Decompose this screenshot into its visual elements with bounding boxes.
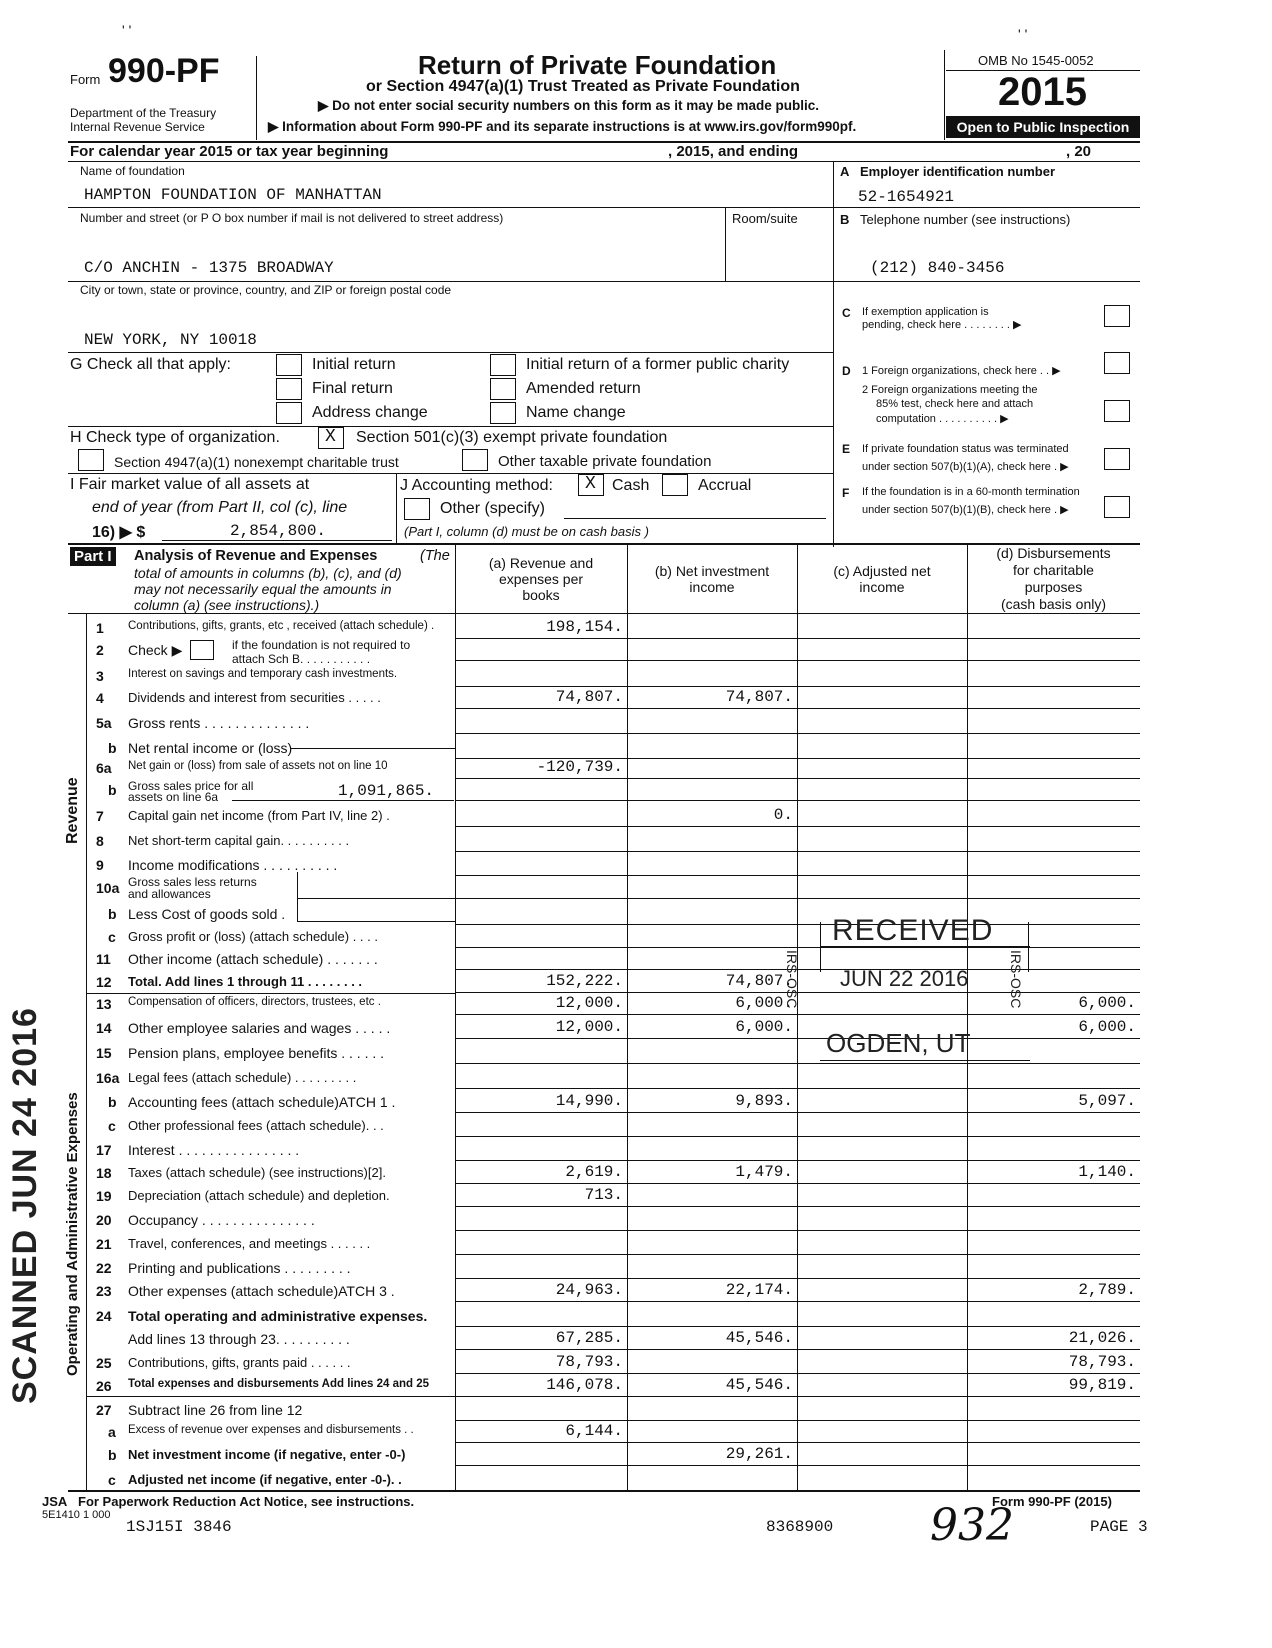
cash-basis-note: (Part I, column (d) must be on cash basis ) xyxy=(404,524,649,539)
name-change-label: Name change xyxy=(526,404,626,421)
part1-sub2: may not necessarily equal the amounts in xyxy=(134,581,392,597)
line2-text1: if the foundation is not required to xyxy=(232,638,411,652)
line-number: 4 xyxy=(96,690,104,706)
line-description: Contributions, gifts, grants paid . . . . . . xyxy=(128,1355,351,1370)
e-line1: If private foundation status was terminated xyxy=(862,443,1069,455)
line-value-col-a[interactable]: 2,619. xyxy=(565,1163,623,1181)
line-number: 8 xyxy=(96,833,104,849)
row-rule xyxy=(455,1230,1140,1231)
final-return-label: Final return xyxy=(312,380,393,397)
line-description: Legal fees (attach schedule) . . . . . . . . . xyxy=(128,1070,357,1085)
other-method-label: Other (specify) xyxy=(440,500,545,517)
line10a-text1: Gross sales less returns xyxy=(128,875,257,889)
row-rule xyxy=(455,733,1140,734)
line-description: Occupancy . . . . . . . . . . . . . . . xyxy=(128,1212,315,1228)
scanned-stamp: SCANNED JUN 24 2016 xyxy=(6,1007,44,1404)
status-terminated-checkbox[interactable] xyxy=(1104,448,1130,470)
row-rule xyxy=(455,708,1140,709)
row-rule xyxy=(455,686,1140,687)
line-value-col-a[interactable]: 74,807. xyxy=(555,688,623,706)
foreign-85-checkbox[interactable] xyxy=(1104,400,1130,422)
line-value-col-d[interactable]: 6,000. xyxy=(1078,1018,1136,1036)
row-rule xyxy=(455,638,1140,639)
section-4947-label: Section 4947(a)(1) nonexempt charitable trust xyxy=(114,454,399,470)
line-number: 2 xyxy=(96,642,104,658)
row-rule xyxy=(455,947,1140,948)
line10a-text2: and allowances xyxy=(128,887,211,901)
row-rule xyxy=(455,1254,1140,1255)
col-d-header xyxy=(967,545,1140,613)
col-d-h4: (cash basis only) xyxy=(1000,596,1107,612)
fmv-line2: end of year (from Part II, col (c), line xyxy=(92,499,348,516)
address-change-checkbox[interactable] xyxy=(276,402,302,424)
line-value-col-d[interactable]: 78,793. xyxy=(1068,1353,1136,1371)
row-rule xyxy=(455,778,1140,779)
received-text: RECEIVED xyxy=(832,914,994,947)
line-description: Total. Add lines 1 through 11 . . . . . . . . xyxy=(128,974,363,989)
d2-line1: 2 Foreign organizations meeting the xyxy=(862,384,1038,396)
line-value-col-d[interactable]: 99,819. xyxy=(1068,1376,1136,1394)
received-location: OGDEN, UT xyxy=(826,1028,971,1058)
line-number: 13 xyxy=(96,996,112,1012)
part1-badge: Part I xyxy=(70,547,116,566)
line-number: a xyxy=(108,1424,116,1440)
line-value-col-d[interactable]: 5,097. xyxy=(1078,1092,1136,1110)
row-rule xyxy=(455,851,1140,852)
form-title: Return of Private Foundation xyxy=(418,50,777,80)
public-inspection-badge: Open to Public Inspection xyxy=(946,116,1140,138)
amended-return-label: Amended return xyxy=(526,380,641,397)
line-number: 7 xyxy=(96,808,104,824)
line-value-col-b[interactable]: 9,893. xyxy=(735,1092,793,1110)
line-number: 3 xyxy=(96,668,104,684)
line-value-col-a[interactable]: 6,144. xyxy=(565,1422,623,1440)
col-a-h3: books xyxy=(522,587,560,603)
row-rule xyxy=(455,1396,1140,1397)
line-value-col-b[interactable]: 1,479. xyxy=(735,1163,793,1181)
d-letter: D xyxy=(842,364,851,378)
col-b-h1: (b) Net investment xyxy=(654,563,770,579)
line-description: Contributions, gifts, grants, etc , received (attach schedule) . xyxy=(128,620,435,632)
f-line1: If the foundation is in a 60-month termination xyxy=(862,486,1080,498)
line-number: 12 xyxy=(96,974,112,990)
phone-label: Telephone number (see instructions) xyxy=(860,212,1071,227)
line-value-col-b[interactable]: 29,261. xyxy=(725,1445,793,1463)
row-rule xyxy=(455,1349,1140,1350)
line-description: Other income (attach schedule) . . . . . . . xyxy=(128,951,378,967)
c-line1: If exemption application is xyxy=(862,306,989,318)
line6b-text1: Gross sales price for all xyxy=(128,779,254,793)
name-change-checkbox[interactable] xyxy=(490,402,516,424)
row-rule xyxy=(455,800,1140,801)
line-number: b xyxy=(108,1094,117,1110)
line-value-col-a[interactable]: 24,963. xyxy=(555,1281,623,1299)
footer-jsa: JSA xyxy=(42,1494,68,1509)
line-description: Accounting fees (attach schedule)ATCH 1 . xyxy=(128,1094,396,1110)
e-letter: E xyxy=(842,442,851,456)
cash-method-mark: X xyxy=(585,474,596,494)
phone-letter: B xyxy=(840,212,850,227)
sixty-month-checkbox[interactable] xyxy=(1104,496,1130,518)
row-rule xyxy=(455,898,1140,899)
h-label: H Check type of organization. xyxy=(70,429,280,446)
line-number: 15 xyxy=(96,1045,112,1061)
col-a-header xyxy=(455,555,627,603)
line-description: Add lines 13 through 23. . . . . . . . . . xyxy=(128,1331,350,1347)
accrual-method-label: Accrual xyxy=(698,477,752,494)
d2-line3: computation . . . . . . . . . . ▶ xyxy=(876,413,1009,425)
ein-value: 52-1654921 xyxy=(858,188,955,206)
line-description: Interest on savings and temporary cash investments. xyxy=(128,668,398,680)
d1-text: 1 Foreign organizations, check here . . ▶ xyxy=(862,365,1061,377)
line-value-col-a[interactable]: 146,078. xyxy=(546,1376,623,1394)
line-description: Pension plans, employee benefits . . . . . . xyxy=(128,1045,385,1061)
row-rule xyxy=(455,1373,1140,1374)
ein-label: Employer identification number xyxy=(860,164,1056,179)
exemption-pending-checkbox[interactable] xyxy=(1104,305,1130,327)
footer-page: PAGE 3 xyxy=(1090,1518,1148,1536)
foreign-org-checkbox[interactable] xyxy=(1104,352,1130,374)
row-rule xyxy=(455,1014,1140,1015)
line-description: Other expenses (attach schedule)ATCH 3 . xyxy=(128,1283,395,1299)
name-label: Name of foundation xyxy=(80,164,185,178)
line-number: 11 xyxy=(96,951,111,967)
row-rule xyxy=(455,1326,1140,1327)
line-number: 16a xyxy=(96,1070,120,1086)
calendar-20-text: , 20 xyxy=(1066,143,1092,160)
row-rule xyxy=(455,875,1140,876)
line-description: Excess of revenue over expenses and disbursements . . xyxy=(128,1424,414,1436)
street-label: Number and street (or P O box number if mail is not delivered to street address) xyxy=(80,211,504,225)
line-value-col-a[interactable]: 14,990. xyxy=(555,1092,623,1110)
row-rule xyxy=(455,1136,1140,1137)
line-description: Net short-term capital gain. . . . . . . . . . xyxy=(128,833,350,848)
line-value-col-d[interactable]: 21,026. xyxy=(1068,1329,1136,1347)
line-description: Interest . . . . . . . . . . . . . . . . xyxy=(128,1142,300,1158)
footer-id2: 8368900 xyxy=(766,1518,834,1536)
phone-value: (212) 840-3456 xyxy=(870,259,1005,277)
d2-line2: 85% test, check here and attach xyxy=(876,398,1034,410)
line-number: b xyxy=(108,740,117,756)
omb-number: OMB No 1545-0052 xyxy=(978,53,1094,68)
col-b-h2: income xyxy=(689,579,735,595)
line-number: 19 xyxy=(96,1188,112,1204)
line-number: 25 xyxy=(96,1355,112,1371)
f-letter: F xyxy=(842,486,850,500)
line-description: Net gain or (loss) from sale of assets not on line 10 xyxy=(128,760,388,772)
stamp-right-code: IRS-OSC xyxy=(1008,950,1024,1009)
schedule-b-checkbox[interactable] xyxy=(190,640,214,660)
line-value-col-b[interactable]: 0. xyxy=(773,806,793,824)
line-number: b xyxy=(108,1447,117,1463)
section-501c3-mark: X xyxy=(325,427,336,447)
row-rule xyxy=(455,1183,1140,1184)
line-value-col-b[interactable]: 22,174. xyxy=(725,1281,793,1299)
line-number: b xyxy=(108,906,117,922)
line-description: Total expenses and disbursements Add lines 24 and 25 xyxy=(128,1378,430,1390)
initial-former-charity-checkbox[interactable] xyxy=(490,354,516,376)
tax-year: 2015 xyxy=(998,70,1087,114)
city-address: NEW YORK, NY 10018 xyxy=(84,331,257,349)
line-number: 23 xyxy=(96,1283,112,1299)
calendar-year-text: For calendar year 2015 or tax year beginning xyxy=(70,143,389,160)
row-rule xyxy=(455,1038,1140,1039)
corner-marks-left: ' ' xyxy=(122,22,132,38)
line2-text2: attach Sch B. . . . . . . . . . . xyxy=(232,652,371,666)
line-number: 10a xyxy=(96,880,120,896)
line-description: Gross profit or (loss) (attach schedule) . . . . xyxy=(128,929,378,944)
initial-return-label: Initial return xyxy=(312,356,396,373)
footer-form-ref: Form 990-PF (2015) xyxy=(992,1494,1112,1509)
line-value-col-a[interactable]: -120,739. xyxy=(536,758,623,776)
line-number: 18 xyxy=(96,1165,112,1181)
line-number: c xyxy=(108,1118,116,1134)
fmv-value: 2,854,800. xyxy=(230,522,327,540)
section-revenue-label: Revenue xyxy=(64,777,81,844)
form-subtitle: or Section 4947(a)(1) Trust Treated as Private Foundation xyxy=(366,78,800,95)
line-value-col-a[interactable]: 78,793. xyxy=(555,1353,623,1371)
initial-return-checkbox[interactable] xyxy=(276,354,302,376)
row-rule xyxy=(455,1063,1140,1064)
footer-id1: 1SJ15I 3846 xyxy=(126,1518,232,1536)
line-description: Gross rents . . . . . . . . . . . . . . xyxy=(128,715,310,731)
line-number: 21 xyxy=(96,1236,112,1252)
stamp-left-code: IRS-OSC xyxy=(784,950,800,1009)
line-description: Compensation of officers, directors, trustees, etc . xyxy=(128,996,381,1008)
line-number: 14 xyxy=(96,1020,112,1036)
line-description: Other professional fees (attach schedule). . . xyxy=(128,1118,384,1133)
c-line2: pending, check here . . . . . . . . ▶ xyxy=(862,319,1022,331)
line-value-col-a[interactable]: 67,285. xyxy=(555,1329,623,1347)
col-a-h1: (a) Revenue and xyxy=(488,555,594,571)
row-rule xyxy=(455,1088,1140,1089)
part1-sub1: total of amounts in columns (b), (c), and (d) xyxy=(134,565,402,581)
line-value-col-d[interactable]: 2,789. xyxy=(1078,1281,1136,1299)
other-method-checkbox[interactable] xyxy=(404,498,430,520)
part1-sub3: column (a) (see instructions).) xyxy=(134,597,320,613)
line-description: Printing and publications . . . . . . . . . xyxy=(128,1260,351,1276)
line-description: Adjusted net income (if negative, enter -0-). . xyxy=(128,1472,402,1487)
line-value-col-b[interactable]: 6,000. xyxy=(735,994,793,1012)
line-value-col-d[interactable]: 6,000. xyxy=(1078,994,1136,1012)
g-label: G Check all that apply: xyxy=(70,356,231,373)
accounting-method-label: J Accounting method: xyxy=(400,477,553,494)
line-value-col-a[interactable]: 198,154. xyxy=(546,618,623,636)
line-number: 5a xyxy=(96,715,112,731)
address-change-label: Address change xyxy=(312,404,428,421)
line-description: Other employee salaries and wages . . . . . xyxy=(128,1020,391,1036)
line-number: 1 xyxy=(96,620,104,636)
final-return-checkbox[interactable] xyxy=(276,378,302,400)
cash-method-label: Cash xyxy=(612,477,650,494)
line-value-col-a[interactable]: 12,000. xyxy=(555,1018,623,1036)
line-value-col-b[interactable]: 74,807. xyxy=(725,688,793,706)
row-rule xyxy=(455,1301,1140,1302)
section-4947-checkbox[interactable] xyxy=(78,449,104,471)
ein-letter: A xyxy=(840,164,850,179)
line-value-col-b[interactable]: 74,807. xyxy=(725,972,793,990)
row-rule xyxy=(455,1442,1140,1443)
c-letter: C xyxy=(842,306,851,320)
line-description: Travel, conferences, and meetings . . . . . . xyxy=(128,1236,371,1251)
line-number: 24 xyxy=(96,1308,112,1324)
ssn-notice: ▶ Do not enter social security numbers on this form as it may be made public. xyxy=(318,98,819,113)
line-number: 17 xyxy=(96,1142,112,1158)
line-number: c xyxy=(108,1472,116,1488)
line-number: 20 xyxy=(96,1212,112,1228)
footer-notice: For Paperwork Reduction Act Notice, see instructions. xyxy=(78,1494,415,1509)
line-description: Net investment income (if negative, enter -0-) xyxy=(128,1447,406,1462)
row-rule xyxy=(455,1278,1140,1279)
line-description: Less Cost of goods sold . xyxy=(128,906,286,922)
col-a-h2: expenses per xyxy=(498,571,584,587)
col-b-header xyxy=(627,563,797,595)
row-rule xyxy=(455,1465,1140,1466)
f-line2: under section 507(b)(1)(B), check here . ▶ xyxy=(862,504,1069,516)
amended-return-checkbox[interactable] xyxy=(490,378,516,400)
other-taxable-checkbox[interactable] xyxy=(462,449,488,471)
room-label: Room/suite xyxy=(732,211,798,226)
line-value-col-b[interactable]: 45,546. xyxy=(725,1376,793,1394)
fmv-line1: I Fair market value of all assets at xyxy=(70,476,310,493)
line6b-text2: assets on line 6a xyxy=(128,790,219,804)
line6b-gross-sales: 1,091,865. xyxy=(338,782,435,800)
line-description: Subtract line 26 from line 12 xyxy=(128,1402,303,1418)
form-number: 990-PF xyxy=(108,52,220,90)
row-rule xyxy=(455,1206,1140,1207)
row-rule xyxy=(455,1112,1140,1113)
line-description: Depreciation (attach schedule) and depletion. xyxy=(128,1188,390,1203)
line-description: Check ▶ xyxy=(128,642,183,658)
line-number: 9 xyxy=(96,857,104,873)
row-rule xyxy=(455,1160,1140,1161)
info-notice: ▶ Information about Form 990-PF and its separate instructions is at www.irs.gov/form990pf. xyxy=(268,119,857,134)
line-value-col-a[interactable]: 152,222. xyxy=(546,972,623,990)
row-rule xyxy=(455,1420,1140,1421)
line-description: Net rental income or (loss) xyxy=(128,740,293,756)
line-number: 6a xyxy=(96,760,112,776)
part1-title: Analysis of Revenue and Expenses xyxy=(134,548,378,564)
fmv-line3: 16) ▶ $ xyxy=(92,524,146,541)
foundation-name: HAMPTON FOUNDATION OF MANHATTAN xyxy=(84,186,382,204)
section-expenses-label: Operating and Administrative Expenses xyxy=(64,1092,81,1376)
calendar-ending-text: , 2015, and ending xyxy=(668,143,799,160)
col-c-header xyxy=(797,563,967,595)
other-taxable-label: Other taxable private foundation xyxy=(498,453,712,470)
line-description: Capital gain net income (from Part IV, line 2) . xyxy=(128,808,390,823)
received-date: JUN 22 2016 xyxy=(840,966,969,991)
section-501c3-label: Section 501(c)(3) exempt private foundation xyxy=(356,429,668,446)
e-line2: under section 507(b)(1)(A), check here . ▶ xyxy=(862,461,1069,473)
line-value-col-b[interactable]: 45,546. xyxy=(725,1329,793,1347)
col-c-h1: (c) Adjusted net xyxy=(833,563,931,579)
line-description: Taxes (attach schedule) (see instructions)[2]. xyxy=(128,1165,386,1180)
line-number: 27 xyxy=(96,1402,112,1418)
line-value-col-a[interactable]: 12,000. xyxy=(555,994,623,1012)
line-description: Total operating and administrative expenses. xyxy=(128,1308,428,1324)
line-description: Income modifications . . . . . . . . . . xyxy=(128,857,338,873)
dept-line1: Department of the Treasury xyxy=(70,106,217,120)
line-value-col-a[interactable]: 713. xyxy=(584,1186,623,1204)
street-address: C/O ANCHIN - 1375 BROADWAY xyxy=(84,259,334,277)
initial-former-charity-label: Initial return of a former public charity xyxy=(526,356,790,373)
line-value-col-d[interactable]: 1,140. xyxy=(1078,1163,1136,1181)
accrual-method-checkbox[interactable] xyxy=(662,474,688,496)
form-word: Form xyxy=(70,72,101,87)
line-number: 26 xyxy=(96,1378,112,1394)
row-rule xyxy=(455,660,1140,661)
col-d-h1: (d) Disbursements xyxy=(996,545,1111,561)
city-label: City or town, state or province, country, and ZIP or foreign postal code xyxy=(80,283,452,297)
dept-line2: Internal Revenue Service xyxy=(70,120,205,134)
corner-marks-right: ' ' xyxy=(1018,26,1028,42)
part1-title-rest: (The xyxy=(420,548,450,564)
col-d-h3: purposes xyxy=(1024,579,1083,595)
line-number: c xyxy=(108,929,116,945)
line-number: b xyxy=(108,782,117,798)
handwritten-number: 932 xyxy=(930,1500,1014,1551)
col-d-h2: for charitable xyxy=(1013,562,1094,578)
line-number: 22 xyxy=(96,1260,112,1276)
row-rule xyxy=(455,826,1140,827)
line-description: Dividends and interest from securities . . . . . xyxy=(128,690,381,705)
line-value-col-b[interactable]: 6,000. xyxy=(735,1018,793,1036)
footer-code: 5E1410 1 000 xyxy=(42,1509,111,1521)
col-c-h2: income xyxy=(859,579,905,595)
row-rule xyxy=(455,924,1140,925)
